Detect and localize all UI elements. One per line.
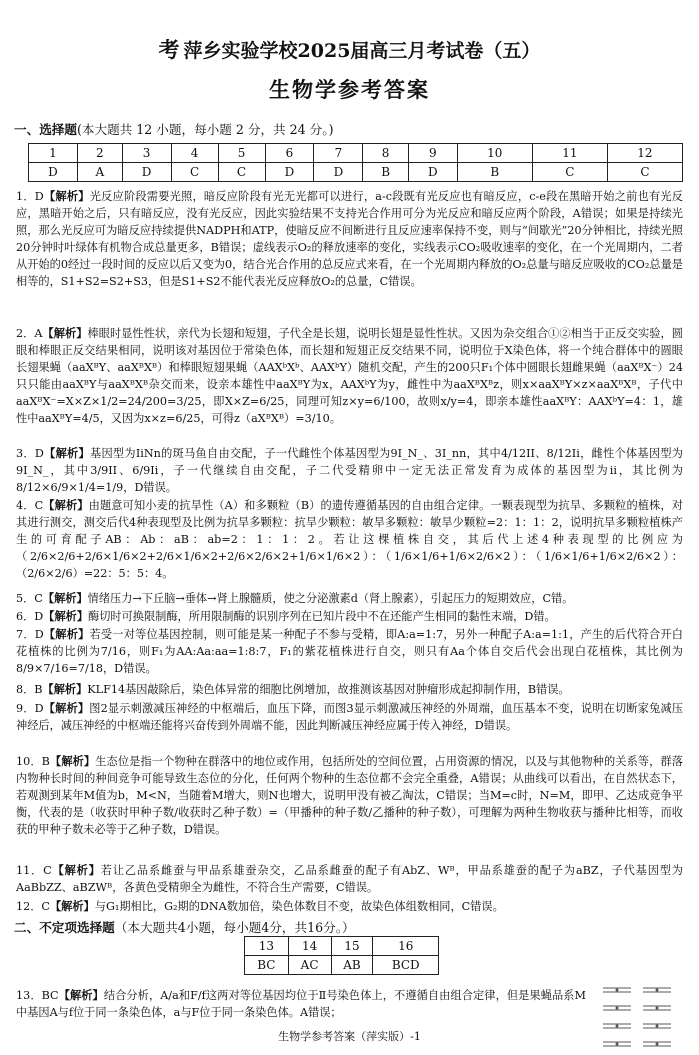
analysis-tag: 【解析】 <box>43 627 90 641</box>
q-number: 16 <box>373 937 439 956</box>
q-label: 9．D <box>16 702 44 715</box>
q-answer: C <box>171 163 218 182</box>
q-number: 4 <box>171 144 218 163</box>
analysis-tag: 【解析】 <box>43 498 89 512</box>
analysis-tag: 【解析】 <box>43 446 90 460</box>
q-answer: B <box>363 163 408 182</box>
q-label: 12．C <box>16 900 50 913</box>
q-number: 11 <box>532 144 607 163</box>
q-number: 1 <box>29 144 78 163</box>
explanation-text: 情绪压力→下丘脑→垂体→肾上腺髓质，使之分泌激素d（肾上腺素），引起压力的短期效应，C错。 <box>87 592 574 605</box>
explanation-text: 若受一对等位基因控制，则可能是某一种配子不参与受精，即A:a=1:7，另外一种配子A:a=1:1，产生的后代符合开白花植株的比例为7/16，则F₁为AA:Aa:aa=1:8:7，F₁的紫花植株进行自交，则只有Aa个体自交后代会出现白花植株，其比例为8/9×7/16=7/18，D错误。 <box>16 628 683 676</box>
explanation-9 <box>16 700 683 734</box>
answers1-number-row <box>29 144 683 163</box>
q-label: 5．C <box>16 592 43 605</box>
explanation-12 <box>16 898 683 915</box>
explanation-3 <box>16 445 683 496</box>
q-number: 6 <box>265 144 314 163</box>
q-answer: C <box>532 163 607 182</box>
explanation-text: 图2显示刺激减压神经的中枢端后，血压下降，而图3显示刺激减压神经的外周端，血压基本不变，说明在切断家兔减压神经后，减压神经的中枢端还能将兴奋传到外周端不能，因此判断减压神经应属于传入神经，D错误。 <box>16 702 683 733</box>
q-answer: B <box>457 163 532 182</box>
q-label: 8．B <box>16 683 43 696</box>
q-number: 7 <box>314 144 363 163</box>
explanation-10 <box>16 753 683 838</box>
explanation-2 <box>16 325 683 428</box>
q-label: 1．D <box>16 190 44 203</box>
explanation-text: 与G₁期相比，G₂期的DNA数加倍，染色体数目不变，故染色体组数相同，C错误。 <box>94 900 504 913</box>
q-answer: BCD <box>373 956 439 975</box>
explanation-13 <box>16 987 586 1021</box>
q-answer: C <box>607 163 682 182</box>
q-number: 2 <box>77 144 122 163</box>
section1-heading <box>14 119 333 138</box>
q-answer: D <box>265 163 314 182</box>
q-answer: A <box>77 163 122 182</box>
explanation-text: 酶切时可换限制酶，所用限制酶的识别序列在已知片段中不在还能产生相同的黏性末端，D错。 <box>88 610 556 623</box>
doc-title: 生物学参考答案 <box>269 78 430 102</box>
q-label: 6．D <box>16 610 44 623</box>
section1-label: 一、选择题 <box>14 122 77 137</box>
explanation-text: 棒眼时显性性状，亲代为长翅和短翅，子代全是长翅，说明长翅是显性性状。又因为杂交组合①②相当于正反交实验，圆眼和棒眼正反交结果相同，说明该对基因位于常染色体，而长翅和短翅正反交结果不同，说明位于X染色体，将一个纯合群体中的圆眼长翅果蝇（aaXᴮY、aaXᴮXᴮ）和棒眼短翅果蝇（AAXᵇXᵇ、AAXᵇY）随机交配，产生的200只F₁个体中圆眼长翅雌果蝇（aaXᴮX⁻）24只只能由aaXᴮY与aaXᴮXᴮ杂交而来，设亲本雄性中aaXᴮY为x，AAXᵇY为y，雌性中为aaXᴮXᴮz，则x×aaXᴮY×z×aaXᴮXᴮ，子代中aaXᴮX⁻=X×Z×1/2=24/200=3/25，即X×Z=6/25，同理可知z×y=6/100，故则x/y=4，即亲本雄性aaXᴮY：AAXᵇY=4：1，雄性中aaXᴮY=4/5，又因为x×z=6/25，可得z（aXᴮXᴮ）=3/10。 <box>16 327 683 426</box>
explanation-text: KLF14基因敲除后，染色体异常的细胞比例增加，故推测该基因对肿瘤形成起抑制作用，B错误。 <box>87 683 570 696</box>
analysis-tag: 【解析】 <box>49 754 96 768</box>
q-answer: BC <box>245 956 289 975</box>
q-label: 3．D <box>16 447 44 460</box>
q-number: 14 <box>288 937 331 956</box>
answers2-number-row <box>245 937 439 956</box>
section2-note: （本大题共4小题，每小题4分，共16分。） <box>114 920 355 935</box>
section2-heading <box>14 917 355 936</box>
analysis-tag: 【解析】 <box>49 899 95 913</box>
q-answer: AB <box>331 956 373 975</box>
explanation-6 <box>16 608 683 625</box>
q-answer: C <box>218 163 265 182</box>
q-number: 12 <box>607 144 682 163</box>
explanation-text: 光反应阶段需要光照，暗反应阶段有光无光都可以进行，a-c段既有光反应也有暗反应，c-e段在黑暗开始之前也有光反应，黑暗开始之后，只有暗反应，没有光反应，因此实验结果不支持光合作用可分为光反应和暗反应两个阶段，A错误；如果是持续光照，那么光反应可为暗反应持续提供NADPH和ATP，使暗反应不间断进行且反应速率保持不变，则与“间歇光”20分钟相比，持续光照20分钟时叶绿体有机物合成总量更多，B错误；虚线表示O₂的释放速率的变化，实线表示CO₂吸收速率的变化，在一个光周期内，二者从开始的0经过一段时间的反应以后又变为0，结合光合作用的总反应式来看，在一个光周期内释放的O₂总量与暗反应吸收的CO₂总量是相等的，S1+S2=S2+S3，但是S1+S2不能代表光反应释放O₂的总量，C错误。 <box>16 190 683 289</box>
page-footer: 生物学参考答案（萍实版）-1 <box>278 1030 421 1043</box>
q-label: 10．B <box>16 755 50 768</box>
explanation-7 <box>16 626 683 677</box>
q-number: 15 <box>331 937 373 956</box>
analysis-tag: 【解析】 <box>42 682 88 696</box>
q-number: 10 <box>457 144 532 163</box>
analysis-tag: 【解析】 <box>42 591 88 605</box>
q-answer: D <box>122 163 171 182</box>
explanation-text: 若让乙品系雌蚕与甲品系雄蚕杂交，乙品系雌蚕的配子有AbZ、Wᴮ，甲品系雄蚕的配子为aBZ，子代基因型为AaBbZZ、aBZWᴮ，各黄色受精卵全为雌性，不符合生产需要，C错误。 <box>16 864 683 895</box>
analysis-tag: 【解析】 <box>43 609 89 623</box>
section1-note: (本大题共 12 小题，每小题 2 分，共 24 分。) <box>76 122 334 137</box>
explanation-8 <box>16 681 683 698</box>
q-number: 8 <box>363 144 408 163</box>
analysis-tag: 【解析】 <box>58 988 104 1002</box>
q-number: 13 <box>245 937 289 956</box>
q-answer: AC <box>288 956 331 975</box>
school-header <box>0 34 699 64</box>
explanation-text: 由题意可知小麦的抗旱性（A）和多颗粒（B）的遗传遵循基因的自由组合定律。一颗表现型为抗旱、多颗粒的植株，对其进行测交，测交后代4种表现型及比例为抗旱多颗粒：抗旱少颗粒：敏旱多颗粒：敏旱少颗粒=2：1：1：2，说明抗旱多颗粒植株产生的可育配子AB：Ab：aB：ab=2：1：1：2。若让这棵植株自交，其后代上述4种表现型的比例应为（2/6×2/6+2/6×1/6×2+2/6×1/6×2+2/6×2/6×2+1/6×1/6×2）：（1/6×1/6+1/6×2/6×2）：（1/6×1/6+1/6×2/6×2）：（2/6×2/6）=22：5：5：4。 <box>16 499 683 581</box>
q-answer: D <box>408 163 457 182</box>
school-title: 萍乡实验学校2025届高三月考试卷（五） <box>183 40 541 62</box>
section2-label: 二、不定项选择题 <box>14 920 115 935</box>
answers2-table <box>244 936 439 975</box>
answers1-answer-row <box>29 163 683 182</box>
q-number: 3 <box>122 144 171 163</box>
q-number: 9 <box>408 144 457 163</box>
q-label: 7．D <box>16 628 44 641</box>
q-answer: D <box>29 163 78 182</box>
explanation-4 <box>16 497 683 582</box>
explanation-text: 结合分析，A/a和F/f这两对等位基因均位于Ⅱ号染色体上，不遵循自由组合定律，但是果蝇品系M中基因A与f位于同一条染色体，a与F位于同一条染色体。A错误； <box>16 989 586 1020</box>
q-label: 13．BC <box>16 989 59 1002</box>
answers1-table <box>28 143 683 182</box>
q-label: 11．C <box>16 864 52 877</box>
q-answer: D <box>314 163 363 182</box>
school-logo: 考 <box>158 37 180 62</box>
q-label: 2．A <box>16 327 43 340</box>
analysis-tag: 【解析】 <box>51 863 101 877</box>
explanation-text: 基因型为IiNn的斑马鱼自由交配，子一代雌性个体基因型为9I_N_、3I_nn，其中4/12II、8/12Ii，雌性个体基因型为9I_N_，其中3/9II、6/9Ii，子一代继续自由交配，子二代受精卵中一定无法正常发育为成体的基因型为ii，其比例为8/12×6/9×1/4=1/9，D错误。 <box>16 447 683 495</box>
analysis-tag: 【解析】 <box>43 189 90 203</box>
q-label: 4．C <box>16 499 44 512</box>
analysis-tag: 【解析】 <box>43 701 90 715</box>
explanation-text: 生态位是指一个物种在群落中的地位或作用，包括所处的空间位置，占用资源的情况，以及与其他物种的关系等，群落内物种长时间的种间竞争可能导致生态位的分化，任何两个物种的生态位都不会完全重叠，A错误；从曲线可以看出，在自然状态下，若观测到某年M值为b，M<N，当随着M增大，则N也增大，说明甲没有被乙淘汰，C错误；当M=c时，N=M，即甲、乙达成竞争平衡，代表的是（收获时甲种子数/收获时乙种子数）=（甲播种的种子数/乙播种的种子数），可理解为两种生物收获与播种比相等，而收获的甲种子数未必等于乙种子数，D错误。 <box>16 755 683 837</box>
explanation-11 <box>16 862 683 896</box>
answers2-answer-row <box>245 956 439 975</box>
explanation-5 <box>16 590 683 607</box>
explanation-1 <box>16 188 683 291</box>
analysis-tag: 【解析】 <box>42 326 88 340</box>
q-number: 5 <box>218 144 265 163</box>
